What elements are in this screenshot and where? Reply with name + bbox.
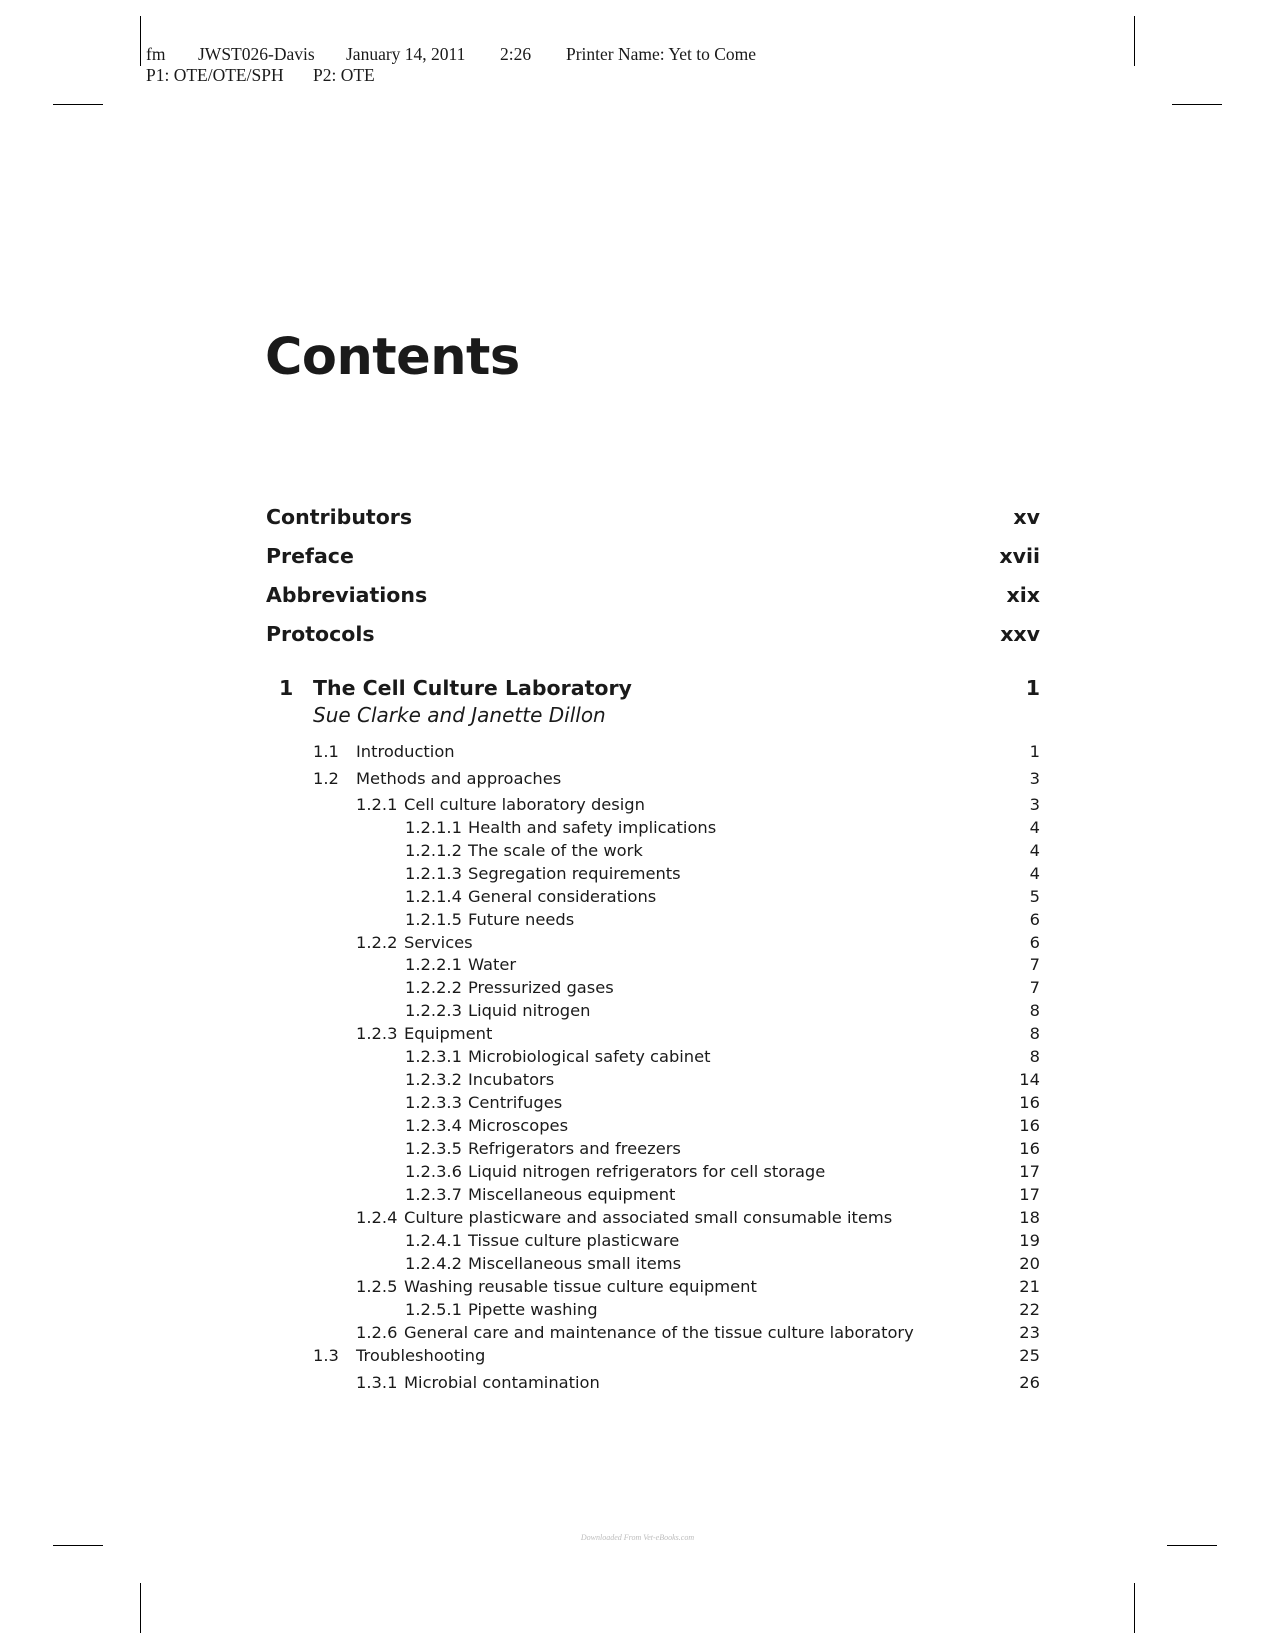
crop-mark-top-right-vertical bbox=[1134, 16, 1135, 66]
toc-entry-label: Pressurized gases bbox=[468, 978, 614, 997]
crop-mark-top-left-vertical bbox=[140, 16, 141, 66]
toc-entry-label: Miscellaneous equipment bbox=[468, 1185, 676, 1204]
toc-entry-page: 1 bbox=[1029, 742, 1040, 761]
toc-front-contributors[interactable] bbox=[0, 505, 1275, 531]
toc-entry-label: Microscopes bbox=[468, 1116, 569, 1135]
chapter-page: 1 bbox=[1025, 676, 1040, 700]
toc-entry-number: 1.2.1.3 bbox=[405, 864, 462, 883]
running-head-proof-1: P1: OTE/OTE/SPH bbox=[146, 65, 284, 85]
toc-entry-label: Tissue culture plasticware bbox=[468, 1231, 680, 1250]
toc-entry-label: Microbiological safety cabinet bbox=[468, 1047, 711, 1066]
toc-entry-number: 1.2.4.1 bbox=[405, 1231, 462, 1250]
toc-entry-page: 8 bbox=[1029, 1024, 1040, 1043]
toc-entry-page: 17 bbox=[1019, 1185, 1040, 1204]
toc-entry-label: Preface bbox=[266, 544, 354, 568]
crop-mark-bottom-right-vertical bbox=[1134, 1583, 1135, 1633]
toc-entry-page: 3 bbox=[1029, 769, 1040, 788]
toc-entry[interactable] bbox=[0, 769, 1275, 795]
toc-entry-page: 7 bbox=[1029, 978, 1040, 997]
toc-entry-label: Segregation requirements bbox=[468, 864, 681, 883]
chapter-title: The Cell Culture Laboratory bbox=[313, 676, 632, 700]
toc-entry-label: Incubators bbox=[468, 1070, 555, 1089]
toc-entry-label: Liquid nitrogen refrigerators for cell storage bbox=[468, 1162, 826, 1181]
toc-entry-label: Troubleshooting bbox=[356, 1346, 486, 1365]
toc-front-preface[interactable] bbox=[0, 544, 1275, 570]
toc-entry-number: 1.1 bbox=[313, 742, 339, 761]
toc-entry-label: Introduction bbox=[356, 742, 455, 761]
toc-entry-label: Washing reusable tissue culture equipment bbox=[404, 1277, 757, 1296]
toc-entry-number: 1.2.5 bbox=[356, 1277, 398, 1296]
toc-front-protocols[interactable] bbox=[0, 622, 1275, 648]
page-title: Contents bbox=[265, 328, 520, 387]
toc-entry-label: Protocols bbox=[266, 622, 375, 646]
toc-entry-page: 4 bbox=[1029, 864, 1040, 883]
footer-watermark: Downloaded From Vet-eBooks.com bbox=[580, 1533, 695, 1542]
toc-entry-number: 1.2.1.5 bbox=[405, 910, 462, 929]
toc-entry[interactable] bbox=[0, 742, 1275, 768]
toc-entry-page: 22 bbox=[1019, 1300, 1040, 1319]
toc-entry-number: 1.2.2.3 bbox=[405, 1001, 462, 1020]
toc-entry-label: Centrifuges bbox=[468, 1093, 563, 1112]
toc-entry-label: Cell culture laboratory design bbox=[404, 795, 645, 814]
toc-entry-page: 26 bbox=[1019, 1373, 1040, 1392]
toc-entry-label: Health and safety implications bbox=[468, 818, 717, 837]
toc-entry-label: Abbreviations bbox=[266, 583, 428, 607]
toc-entry-number: 1.2.3.2 bbox=[405, 1070, 462, 1089]
toc-entry-label: Microbial contamination bbox=[404, 1373, 600, 1392]
toc-entry-page: 4 bbox=[1029, 818, 1040, 837]
running-head-printer: Printer Name: Yet to Come bbox=[566, 44, 757, 64]
toc-entry-number: 1.2.3 bbox=[356, 1024, 398, 1043]
toc-entry-label: Services bbox=[404, 933, 473, 952]
toc-entry-label: Liquid nitrogen bbox=[468, 1001, 591, 1020]
toc-entry[interactable] bbox=[0, 1373, 1275, 1399]
crop-mark-top-right-horizontal bbox=[1172, 104, 1222, 105]
chapter-authors: Sue Clarke and Janette Dillon bbox=[313, 703, 606, 727]
toc-entry-number: 1.2.3.7 bbox=[405, 1185, 462, 1204]
toc-entry-number: 1.2.2.1 bbox=[405, 955, 462, 974]
toc-entry-page: 23 bbox=[1019, 1323, 1040, 1342]
toc-entry-page: 16 bbox=[1019, 1093, 1040, 1112]
running-head-proof-2: P2: OTE bbox=[313, 65, 375, 85]
toc-entry-number: 1.2.1 bbox=[356, 795, 398, 814]
toc-entry-number: 1.2.5.1 bbox=[405, 1300, 462, 1319]
running-head-time: 2:26 bbox=[500, 44, 532, 64]
toc-entry-number: 1.2.4.2 bbox=[405, 1254, 462, 1273]
toc-entry-number: 1.2.3.4 bbox=[405, 1116, 462, 1135]
toc-chapter-1[interactable] bbox=[0, 676, 1275, 702]
toc-entry-number: 1.2.6 bbox=[356, 1323, 398, 1342]
crop-mark-bottom-left-vertical bbox=[140, 1583, 141, 1633]
toc-entry-number: 1.3.1 bbox=[356, 1373, 398, 1392]
toc-entry-label: The scale of the work bbox=[468, 841, 643, 860]
running-head-file: fm bbox=[146, 44, 166, 64]
toc-entry-label: General care and maintenance of the tissue culture laboratory bbox=[404, 1323, 914, 1342]
toc-entry-label: Miscellaneous small items bbox=[468, 1254, 682, 1273]
running-head-date: January 14, 2011 bbox=[346, 44, 466, 64]
toc-entry-page: 5 bbox=[1029, 887, 1040, 906]
toc-entry-label: Pipette washing bbox=[468, 1300, 598, 1319]
toc-entry-number: 1.3 bbox=[313, 1346, 339, 1365]
toc-entry-page: 21 bbox=[1019, 1277, 1040, 1296]
toc-entry-page: xv bbox=[1013, 505, 1040, 529]
toc-entry-number: 1.2 bbox=[313, 769, 339, 788]
toc-entry-number: 1.2.4 bbox=[356, 1208, 398, 1227]
toc-entry-page: 20 bbox=[1019, 1254, 1040, 1273]
toc-entry-label: Refrigerators and freezers bbox=[468, 1139, 681, 1158]
toc-entry-page: 8 bbox=[1029, 1001, 1040, 1020]
toc-entry-page: 17 bbox=[1019, 1162, 1040, 1181]
toc-entry-label: Contributors bbox=[266, 505, 413, 529]
chapter-number: 1 bbox=[279, 676, 294, 700]
toc-entry-page: 14 bbox=[1019, 1070, 1040, 1089]
toc-entry-number: 1.2.2.2 bbox=[405, 978, 462, 997]
toc-entry-page: 6 bbox=[1029, 910, 1040, 929]
toc-entry-label: Water bbox=[468, 955, 517, 974]
toc-entry-page: 18 bbox=[1019, 1208, 1040, 1227]
toc-entry-label: Equipment bbox=[404, 1024, 493, 1043]
toc-entry-page: 16 bbox=[1019, 1139, 1040, 1158]
crop-mark-bottom-right-horizontal bbox=[1167, 1545, 1217, 1546]
toc-entry-label: General considerations bbox=[468, 887, 657, 906]
toc-entry-number: 1.2.3.1 bbox=[405, 1047, 462, 1066]
toc-entry-page: 3 bbox=[1029, 795, 1040, 814]
crop-mark-bottom-left-horizontal bbox=[53, 1545, 103, 1546]
crop-mark-top-left-horizontal bbox=[53, 104, 103, 105]
toc-entry-number: 1.2.1.1 bbox=[405, 818, 462, 837]
toc-entry-page: 8 bbox=[1029, 1047, 1040, 1066]
toc-entry-number: 1.2.1.4 bbox=[405, 887, 462, 906]
toc-entry-number: 1.2.3.6 bbox=[405, 1162, 462, 1181]
toc-entry-page: 19 bbox=[1019, 1231, 1040, 1250]
toc-entry[interactable] bbox=[0, 1346, 1275, 1372]
toc-entry-label: Methods and approaches bbox=[356, 769, 562, 788]
toc-entry-number: 1.2.3.3 bbox=[405, 1093, 462, 1112]
toc-entry-page: 7 bbox=[1029, 955, 1040, 974]
toc-entry-page: 4 bbox=[1029, 841, 1040, 860]
toc-entry-page: 16 bbox=[1019, 1116, 1040, 1135]
running-head-job: JWST026-Davis bbox=[198, 44, 315, 64]
toc-entry-number: 1.2.2 bbox=[356, 933, 398, 952]
toc-entry-label: Culture plasticware and associated small consumable items bbox=[404, 1208, 893, 1227]
toc-entry-page: xvii bbox=[999, 544, 1040, 568]
toc-front-abbreviations[interactable] bbox=[0, 583, 1275, 609]
toc-entry-page: xix bbox=[1006, 583, 1040, 607]
toc-entry-page: 6 bbox=[1029, 933, 1040, 952]
toc-entry-page: 25 bbox=[1019, 1346, 1040, 1365]
toc-entry-page: xxv bbox=[1000, 622, 1040, 646]
toc-entry-number: 1.2.3.5 bbox=[405, 1139, 462, 1158]
toc-entry-label: Future needs bbox=[468, 910, 575, 929]
toc-entry-number: 1.2.1.2 bbox=[405, 841, 462, 860]
